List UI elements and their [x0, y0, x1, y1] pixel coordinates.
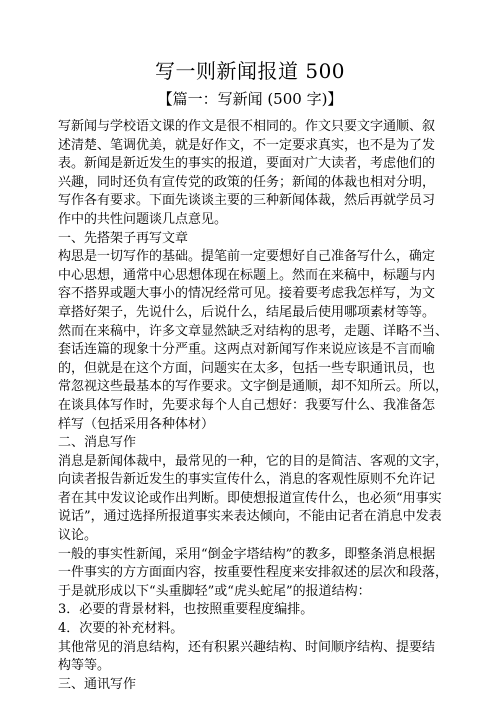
body-line: 构思是一切写作的基础。提笔前一定要想好自己准备写什么，确定 — [58, 249, 436, 265]
body-line: 的，但就是在这个方面，问题实在太多，包括一些专职通讯员，也 — [58, 360, 436, 376]
body-line: 三、通讯写作 — [58, 676, 137, 692]
body-line: 于是就形成以下“头重脚轻”或“虎头蛇尾”的报道结构： — [58, 583, 371, 599]
document-subtitle: 【篇一：写新闻 (500 字)】 — [157, 90, 343, 108]
document-body — [58, 118, 448, 694]
body-line: 说话”，通过选择所报道事实来表达倾向，不能由记者在消息中发表 — [58, 509, 442, 525]
body-line: 容不搭界或题大事小的情况经常可见。接着要考虑我怎样写，为文 — [58, 286, 436, 302]
body-line: 然而在来稿中，许多文章显然缺乏对结构的思考，走题、详略不当、 — [58, 323, 448, 339]
body-line: 构等等。 — [58, 658, 111, 674]
body-line: 中心思想，通常中心思想体现在标题上。然而在来稿中，标题与内 — [58, 267, 436, 283]
body-line: 3．必要的背景材料，也按照重要程度编排。 — [58, 602, 314, 618]
body-line: 一件事实的方方面面内容，按重要性程度来安排叙述的层次和段落， — [58, 565, 448, 581]
body-line: 表。新闻是新近发生的事实的报道，要面对广大读者，考虑他们的 — [58, 156, 436, 172]
body-line: 二、消息写作 — [58, 435, 137, 451]
body-line: 章搭好架子，先说什么，后说什么，结尾最后使用哪项素材等等。 — [58, 304, 436, 320]
body-line: 在谈具体写作时，先要求每个人自己想好：我要写什么、我准备怎 — [58, 397, 436, 413]
body-line: 作中的共性问题谈几点意见。 — [58, 211, 228, 227]
body-line: 写作各有要求。下面先谈谈主要的三种新闻体裁，然后再就学员习 — [58, 193, 436, 209]
body-line: 4．次要的补充材料。 — [58, 621, 184, 637]
body-line: 向读者报告新近发生的事实宣传什么，消息的客观性原则不允许记 — [58, 472, 436, 488]
body-line: 消息是新闻体裁中，最常见的一种，它的目的是简洁、客观的文字， — [58, 453, 448, 469]
document-title: 写一则新闻报道 500 — [154, 59, 346, 83]
body-line: 一、先搭架子再写文章 — [58, 230, 189, 246]
body-line: 兴趣，同时还负有宣传党的政策的任务；新闻的体裁也相对分明， — [58, 174, 436, 190]
body-line: 其他常见的消息结构，还有积累兴趣结构、时间顺序结构、提要结 — [58, 639, 436, 655]
body-line: 者在其中发议论或作出判断。即使想报道宣传什么，也必须“用事实 — [58, 490, 442, 506]
body-line: 写新闻与学校语文课的作文是很不相同的。作文只要文字通顺、叙 — [58, 119, 436, 134]
body-line: 样写（包括采用各种体材） — [58, 416, 215, 432]
body-line: 常忽视这些最基本的写作要求。文字倒是通顺，却不知所云。所以， — [58, 379, 448, 395]
body-line: 述清楚、笔调优美，就是好作文，不一定要求真实，也不是为了发 — [58, 137, 436, 153]
body-line: 套话连篇的现象十分严重。这两点对新闻写作来说应该是不言而喻 — [58, 342, 436, 358]
body-line: 议论。 — [58, 528, 98, 544]
body-line: 一般的事实性新闻，采用“倒金字塔结构”的教多，即整条消息根据 — [58, 546, 436, 562]
